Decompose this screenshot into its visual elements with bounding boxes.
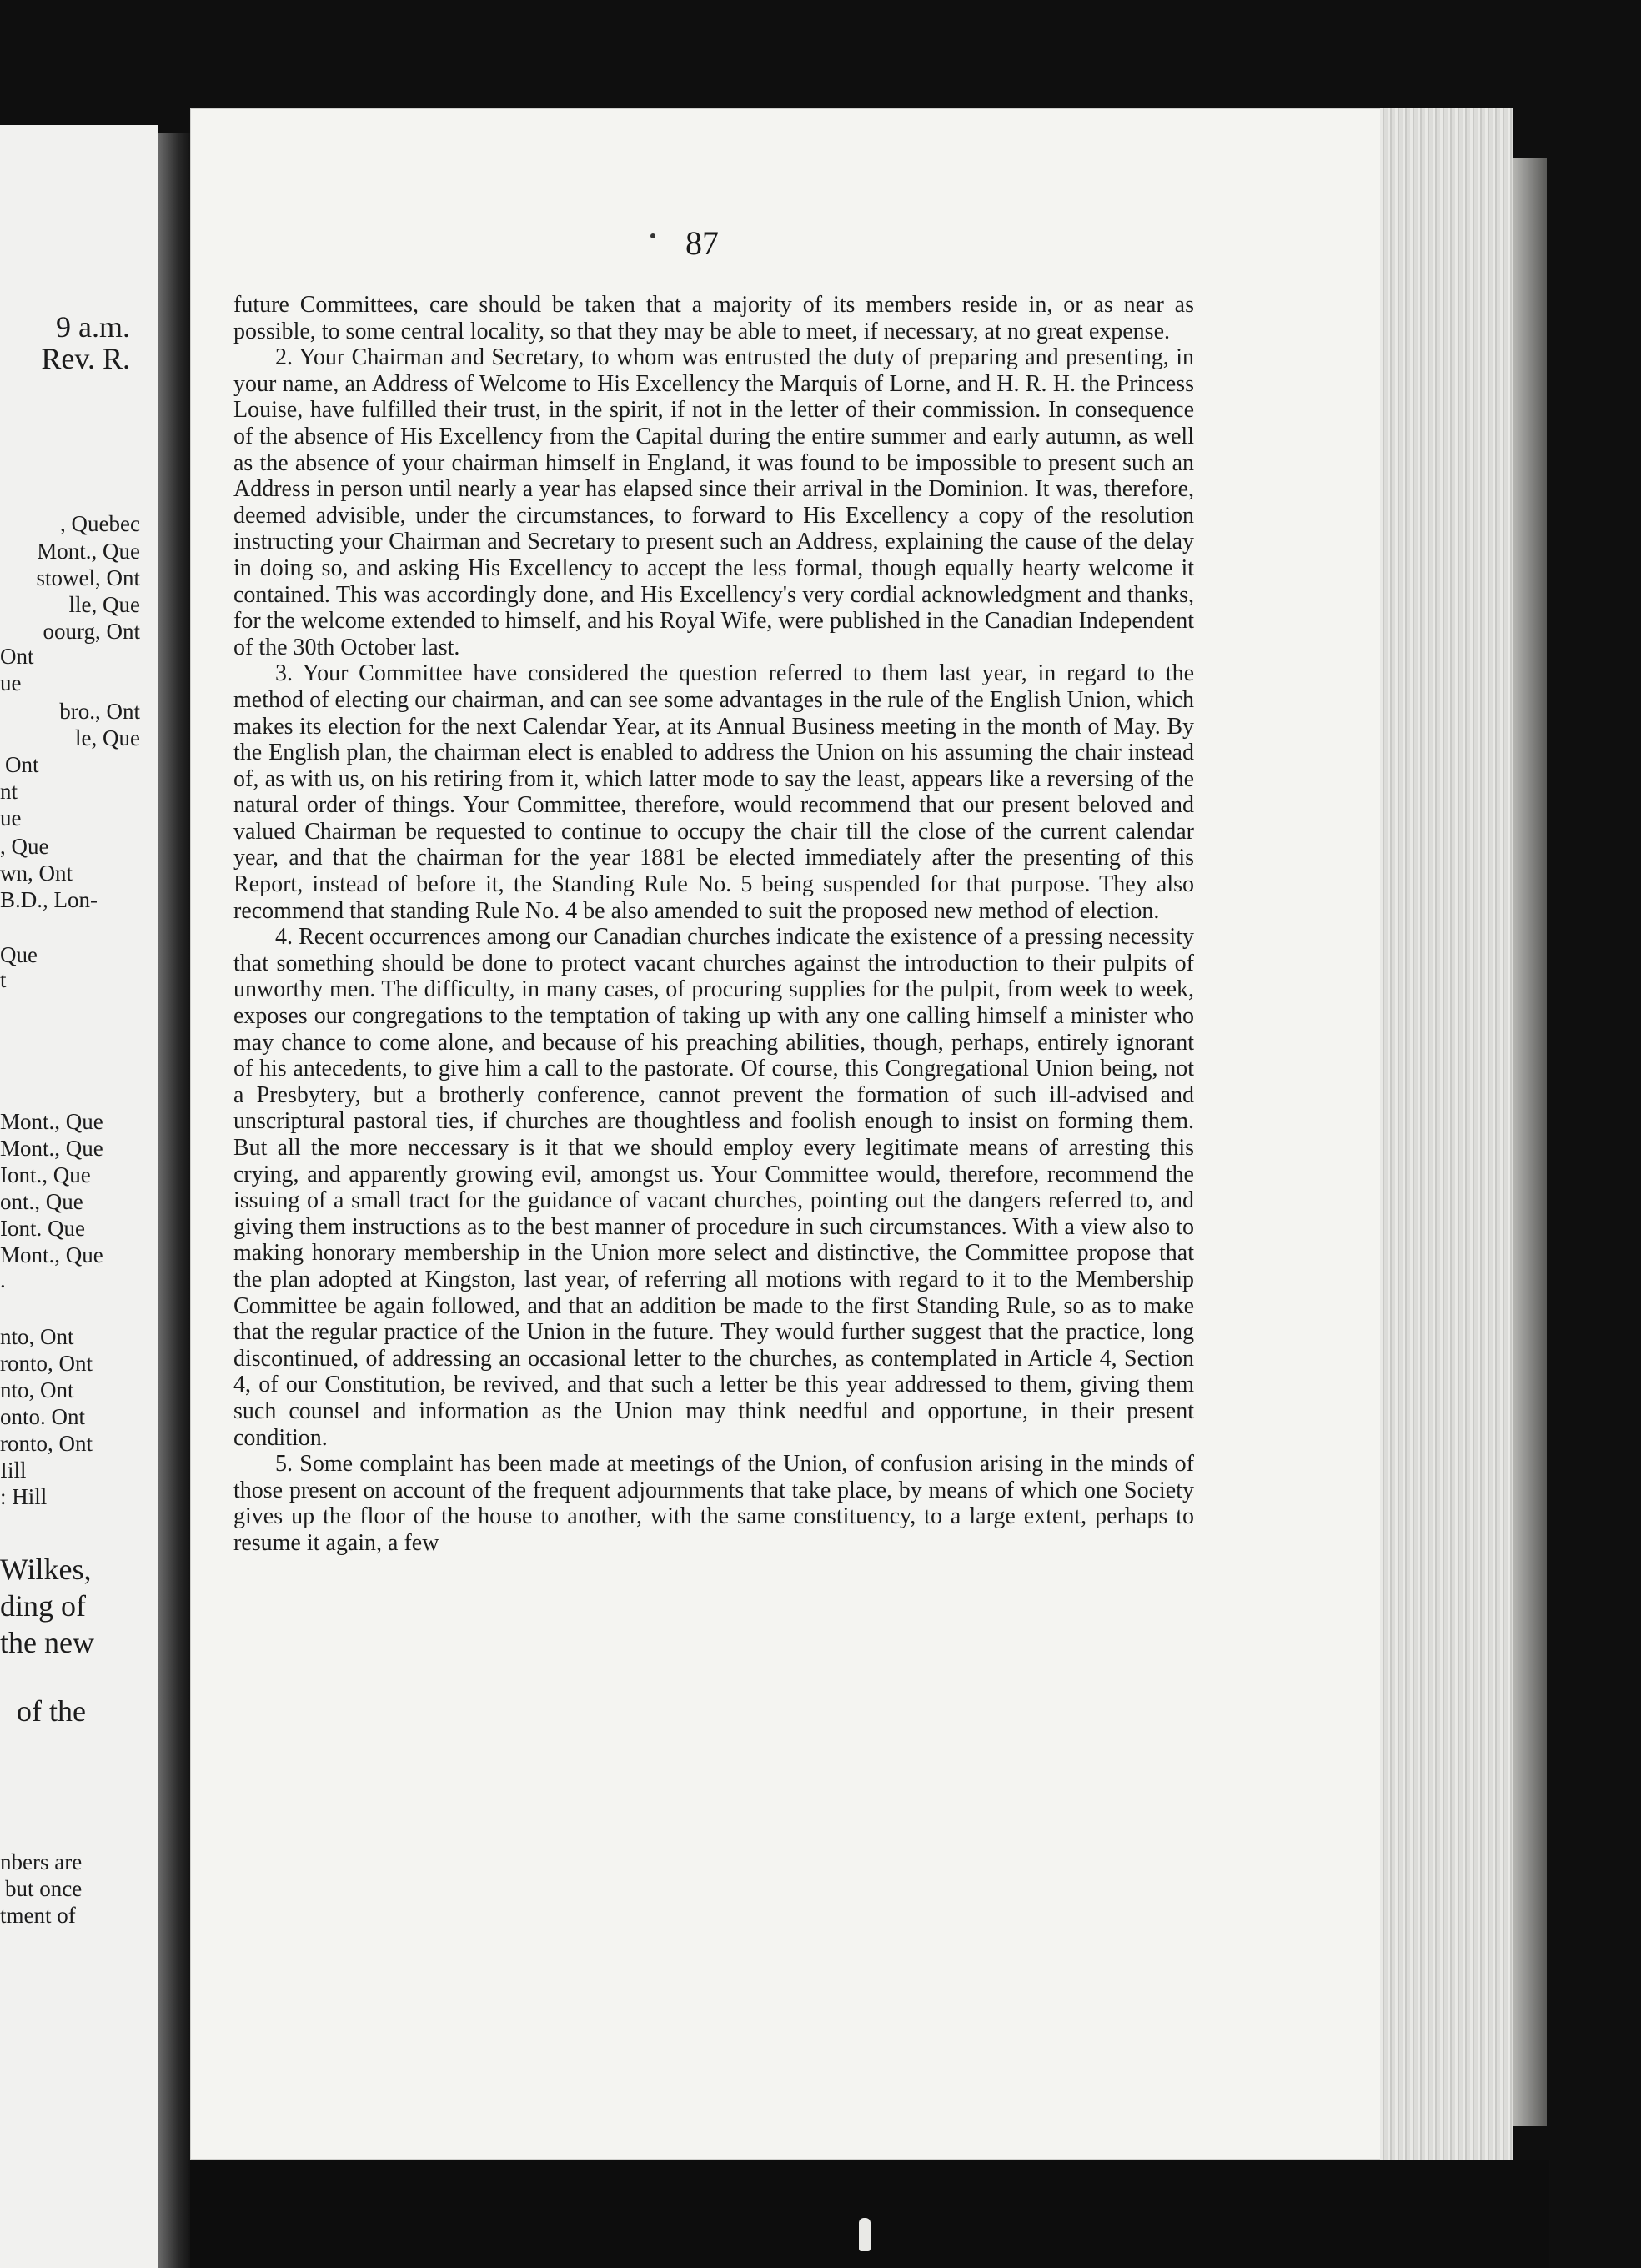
left-fragment: Wilkes, (0, 1553, 92, 1586)
page-block-shadow (1513, 158, 1547, 2126)
left-fragment: Que (0, 942, 38, 967)
paragraph: 4. Recent occurrences among our Canadian churches indicate the existence of a pressing necessity that something should be done to protect vacant churches against the introduction to their pulpits of unworthy men. The difficulty, in many cases, of procuring supplies for the pulpit, from week to week, exposes our congregations to the temptation of taking up with any one calling himself a minister who may chance to come alone, and because of his preaching abilities, though, perhaps, entirely ignorant of his antecedents, to give him a call to the pastorate. Of course, this Congregational Union being, not a Presbytery, but a brotherly conference, cannot prevent the formation of such ill-advised and unscriptural pastoral ties, if churches are thoughtless and foolish enough to insist on forming them. But all the more neccessary is it that we should employ every legitimate means of arresting this crying, and apparently growing evil, amongst us. Your Committee would, therefore, recommend the issuing of a small tract for the guidance of vacant churches, pointing out the dangers referred to, and giving them instructions as to the best manner of procedure in such circumstances. With a view also to making honorary membership in the Union more select and distinctive, the Committee propose that the plan adopted at Kingston, last year, of referring all motions with regard to it to the Membership Committee be again followed, and that an addition be made to the first Standing Rule, so as to make that the regular practice of the Union in the future. They would further suggest that the practice, long discontinued, of addressing an occasional letter to the churches, as contemplated in Article 4, Section 4, of our Constitution, be revived, and that such a letter be this year addressed to them, giving them such counsel and information as the Union may think needful and opportune, in their present condition. (233, 924, 1194, 1451)
left-fragment: Mont., Que (0, 1136, 103, 1161)
left-fragment: t (0, 967, 7, 992)
left-fragment: Iill (0, 1458, 27, 1483)
left-fragment: ronto, Ont (0, 1351, 93, 1376)
left-fragment: oourg, Ont (43, 619, 140, 644)
left-fragment: Rev. R. (41, 342, 130, 375)
left-fragment: Mont., Que (0, 1109, 103, 1134)
left-fragment: stowel, Ont (36, 565, 140, 590)
left-fragment: , Quebec (60, 511, 140, 536)
left-fragment: Iont. Que (0, 1216, 85, 1241)
left-fragment: lle, Que (68, 592, 140, 617)
left-fragment: ronto, Ont (0, 1431, 93, 1456)
left-fragment: the new (0, 1626, 94, 1659)
paragraph: 2. Your Chairman and Secretary, to whom was entrusted the duty of preparing and presenting, in your name, an Address of Welcome to His Excellency the Marquis of Lorne, and H. R. H. the Princess Louise, have fulfilled their trust, in the spirit, if not in the letter of their commission. In consequence of the absence of His Excellency from the Capital during the entire summer and early autumn, as well as the absence of your chairman himself in England, it was found to be impossible to present such an Address in person until nearly a year has elapsed since their arrival in the Dominion. It was, therefore, deemed advisible, under the circumstances, to forward to His Excellency a copy of the resolution instructing your Chairman and Secretary to present such an Address, explaining the cause of the delay in doing so, and asking His Excellency to accept the less formal, though equally hearty welcome it contained. This was accordingly done, and His Excellency's very cordial acknowledgment and thanks, for the welcome extended to himself, and his Royal Wife, were published in the Canadian Independent of the 30th October last. (233, 344, 1194, 660)
book-gutter (158, 133, 192, 2268)
left-fragment: onto. Ont (0, 1404, 86, 1429)
left-fragment: of the (17, 1694, 86, 1728)
page-body-text (233, 292, 1194, 1557)
paragraph: 5. Some complaint has been made at meetings of the Union, of confusion arising in the minds of those present on account of the frequent adjournments that take place, by means of which one Society gives up the floor of the house to another, with the same constituency, to a large extent, perhaps to resume it again, a few (233, 1451, 1194, 1556)
page-block-edge (1380, 108, 1513, 2160)
left-fragment: bro., Ont (59, 699, 140, 724)
left-fragment: le, Que (75, 725, 140, 750)
paragraph: future Committees, care should be taken that a majority of its members reside in, or as near as possible, to some central locality, so that they may be able to meet, if necessary, at no great expense. (233, 292, 1194, 344)
left-fragment: ue (0, 670, 22, 695)
left-fragment: B.D., Lon- (0, 887, 98, 912)
left-fragment: but once (5, 1876, 83, 1901)
left-fragment: Iont., Que (0, 1162, 91, 1187)
left-fragment: Mont., Que (0, 1242, 103, 1267)
left-fragment: nbers are (0, 1849, 83, 1874)
left-fragment: nt (0, 779, 18, 804)
scan-background (190, 2160, 1549, 2268)
left-fragment: ding of (0, 1589, 86, 1623)
paragraph: 3. Your Committee have considered the question referred to them last year, in regard to the method of electing our chairman, and can see some advantages in the rule of the English Union, which makes its election for the next Calendar Year, at its Annual Business meeting in the month of May. By the English plan, the chairman elect is enabled to address the Union on his assuming the chair instead of, as with us, on his retiring from it, which latter mode to say the least, appears like a reversing of the natural order of things. Your Committee, therefore, would recommend that our present beloved and valued Chairman be requested to continue to occupy the chair till the close of the current calendar year, and that the chairman for the year 1881 be elected immediately after the presenting of this Report, instead of before it, the Standing Rule No. 5 being suspended for that purpose. They also recommend that standing Rule No. 4 be also amended to suit the proposed new method of election. (233, 660, 1194, 924)
left-fragment: 9 a.m. (56, 310, 130, 344)
left-fragment: ont., Que (0, 1189, 83, 1214)
left-fragment: ue (0, 805, 22, 830)
left-fragment: . (0, 1267, 6, 1292)
left-fragment: tment of (0, 1903, 76, 1928)
page-mark (650, 233, 655, 238)
left-fragment: : Hill (0, 1484, 48, 1509)
left-fragment: wn, Ont (0, 861, 73, 886)
left-fragment: Ont (5, 752, 39, 777)
left-fragment: , Que (0, 834, 49, 859)
left-fragment: nto, Ont (0, 1324, 74, 1349)
bookmark-ribbon (859, 2218, 871, 2251)
page-number: 87 (685, 224, 719, 262)
left-fragment: Mont., Que (37, 539, 140, 564)
left-fragment: Ont (0, 644, 34, 669)
left-fragment: nto, Ont (0, 1377, 74, 1402)
